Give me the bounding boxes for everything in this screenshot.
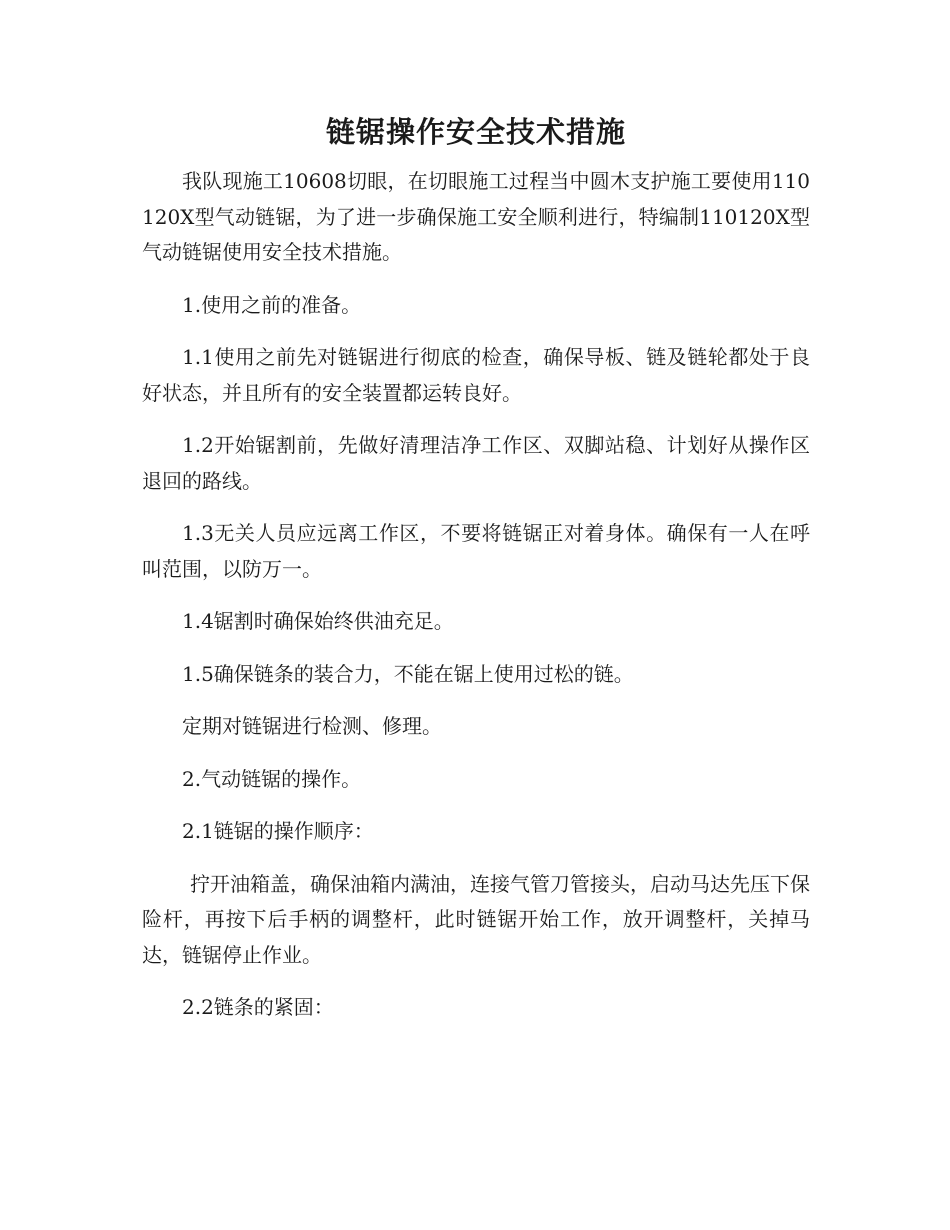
paragraph-operation-steps: 拧开油箱盖，确保油箱内满油，连接气管刀管接头，启动马达先压下保险杆，再按下后手柄的调整杆，此时链锯开始工作，放开调整杆，关掉马达，链锯停止作业。 <box>142 871 810 967</box>
paragraph-1-4: 1.4锯割时确保始终供油充足。 <box>182 609 454 633</box>
paragraph-1-3: 1.3无关人员应远离工作区，不要将链锯正对着身体。确保有一人在呼叫范围，以防万一。 <box>142 521 810 581</box>
paragraph-section-2: 2.气动链锯的操作。 <box>182 766 362 791</box>
paragraph-1-2: 1.2开始锯割前，先做好清理洁净工作区、双脚站稳、计划好从操作区退回的路线。 <box>142 433 810 493</box>
document-body <box>142 164 810 1026</box>
paragraph-1-1: 1.1使用之前先对链锯进行彻底的检查，确保导板、链及链轮都处于良好状态，并且所有的安全装置都运转良好。 <box>142 345 810 405</box>
paragraph-1-5: 1.5确保链条的装合力，不能在锯上使用过松的链。 <box>182 661 634 686</box>
document-title: 链锯操作安全技术措施 <box>325 115 626 149</box>
paragraph-section-1: 1.使用之前的准备。 <box>182 292 362 317</box>
paragraph-intro: 我队现施工10608切眼，在切眼施工过程当中圆木支护施工要使用110120X型气动链锯，为了进一步确保施工安全顺利进行，特编制110120X型气动链锯使用安全技术措施。 <box>142 169 810 264</box>
paragraph-2-1: 2.1链锯的操作顺序： <box>182 819 374 843</box>
paragraph-2-2: 2.2链条的紧固： <box>182 995 334 1019</box>
paragraph-maintenance: 定期对链锯进行检测、修理。 <box>182 714 442 738</box>
